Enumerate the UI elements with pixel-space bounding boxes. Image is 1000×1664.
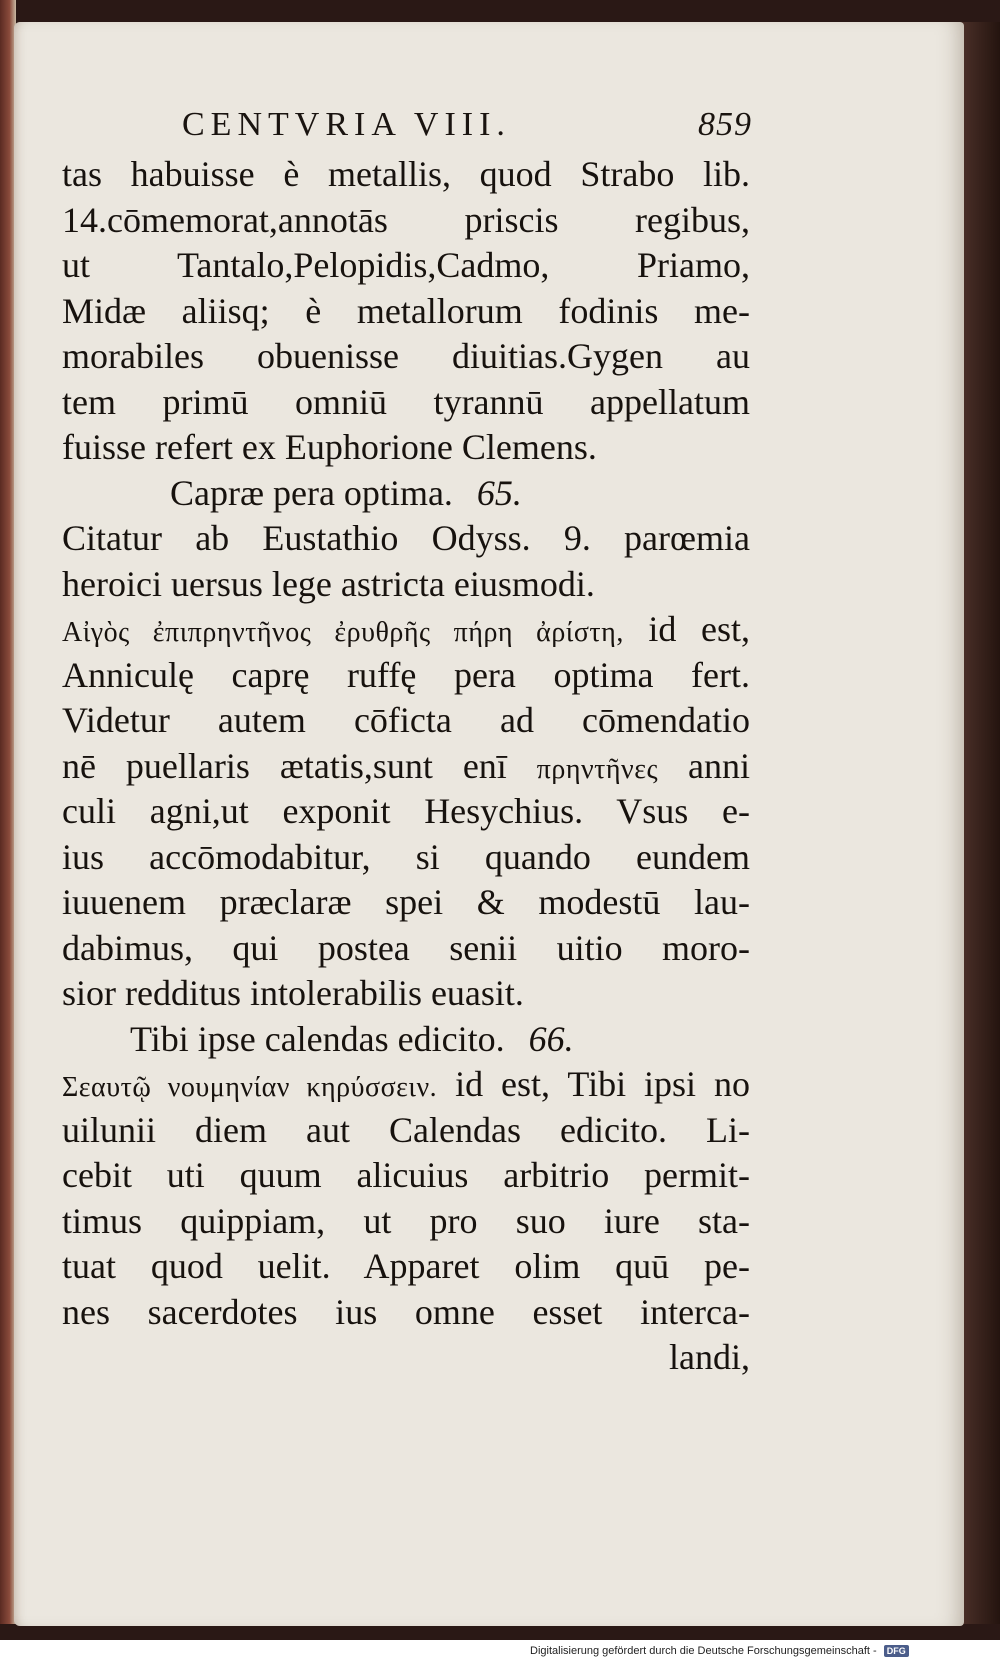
greek-quote: Σεαυτῷ νουμηνίαν κηρύσσειν.: [62, 1072, 438, 1103]
credit-text: Digitalisierung gefördert durch die Deutsche Forschungsgemeinschaft -: [530, 1645, 877, 1657]
text-line: uilunii diem aut Calendas edicito. Li-: [62, 1109, 750, 1150]
text-line: Videtur autem cōficta ad cōmendatio: [62, 700, 750, 740]
catchword: landi,: [669, 1337, 750, 1377]
page-text: [62, 152, 750, 1381]
text-segment: nē puellaris ætatis,sunt enī: [62, 745, 507, 786]
dfg-logo: DFG: [884, 1645, 909, 1657]
adage-heading-66: [62, 1017, 750, 1063]
adage-heading-65: [62, 471, 750, 517]
text-line: Citatur ab Eustathio Odyss. 9. parœmia: [62, 518, 750, 558]
scan-right-edge: [962, 22, 1000, 1626]
text-line: ut Tantalo,Pelopidis,Cadmo, Priamo,: [62, 245, 750, 285]
adage-number: 66.: [528, 1018, 574, 1059]
text-line: tem primū omniū tyrannū appellatum: [62, 381, 750, 422]
running-head: [62, 106, 752, 152]
text-line: culi agni,ut exponit Hesychius. Vsus e-: [62, 791, 750, 831]
greek-quote-line: [62, 1062, 750, 1108]
text-line: cebit uti quum alicuius arbitrio permit-: [62, 1155, 750, 1195]
text-line: fuisse refert ex Euphorione Clemens.: [62, 427, 597, 467]
text-line: timus quippiam, ut pro suo iure sta-: [62, 1200, 750, 1241]
greek-word: πρηντῆνες: [536, 753, 659, 785]
text-line: sior redditus intolerabilis euasit.: [62, 973, 524, 1013]
adage-title: Tibi ipse calendas edicito.: [130, 1018, 505, 1059]
greek-gloss: id est,: [648, 609, 751, 649]
text-segment: anni: [688, 745, 750, 786]
text-line: nes sacerdotes ius omne esset interca-: [62, 1291, 750, 1332]
scan-top-edge: [0, 0, 1000, 24]
greek-quote-line: [62, 607, 750, 653]
scan-bottom-edge: [0, 1624, 1000, 1640]
text-line: ius accōmodabitur, si quando eundem: [62, 836, 750, 877]
adage-title: Capræ pera optima.: [170, 472, 453, 513]
greek-gloss: id est, Tibi ipsi no: [455, 1064, 751, 1104]
text-line: Midæ aliisq; è metallorum fodinis me-: [62, 290, 750, 331]
text-line: tas habuisse è metallis, quod Strabo lib.: [62, 154, 750, 194]
text-line: 14.cōmemorat,annotās priscis regibus,: [62, 199, 750, 240]
digitization-credit: [530, 1645, 909, 1661]
text-line: heroici uersus lege astricta eiusmodi.: [62, 563, 595, 604]
text-line: iuuenem præclaræ spei & modestū lau-: [62, 882, 750, 922]
text-line: morabiles obuenisse diuitias.Gygen au: [62, 336, 750, 376]
adage-number: 65.: [476, 472, 522, 513]
text-line: Anniculę caprę ruffę pera optima fert.: [62, 654, 750, 695]
text-line: dabimus, qui postea senii uitio moro-: [62, 927, 750, 968]
text-line: tuat quod uelit. Apparet olim quū pe-: [62, 1246, 750, 1286]
page-number: 859: [698, 106, 752, 143]
greek-quote: Αἰγὸς ἐπιπρηντῆνος ἐρυθρῆς πήρη ἀρίστη,: [62, 617, 624, 648]
running-title: CENTVRIA VIII.: [182, 106, 511, 143]
text-line-with-greek: [62, 744, 750, 790]
